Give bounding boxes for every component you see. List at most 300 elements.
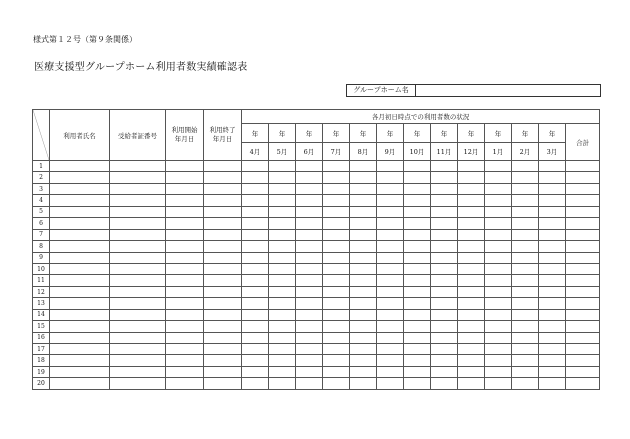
entry-cell[interactable] xyxy=(204,183,242,194)
entry-cell[interactable] xyxy=(350,378,377,389)
entry-cell[interactable] xyxy=(242,252,269,263)
entry-cell[interactable] xyxy=(350,172,377,183)
entry-cell[interactable] xyxy=(110,366,166,377)
entry-cell[interactable] xyxy=(242,241,269,252)
entry-cell[interactable] xyxy=(269,275,296,286)
entry-cell[interactable] xyxy=(323,332,350,343)
entry-cell[interactable] xyxy=(269,298,296,309)
entry-cell[interactable] xyxy=(485,161,512,172)
entry-cell[interactable] xyxy=(166,218,204,229)
entry-cell[interactable] xyxy=(323,378,350,389)
entry-cell[interactable] xyxy=(566,286,600,297)
entry-cell[interactable] xyxy=(512,229,539,240)
entry-cell[interactable] xyxy=(296,172,323,183)
entry-cell[interactable] xyxy=(512,195,539,206)
entry-cell[interactable] xyxy=(458,263,485,274)
entry-cell[interactable] xyxy=(539,252,566,263)
entry-cell[interactable] xyxy=(458,286,485,297)
entry-cell[interactable] xyxy=(269,241,296,252)
entry-cell[interactable] xyxy=(50,355,110,366)
entry-cell[interactable] xyxy=(377,332,404,343)
entry-cell[interactable] xyxy=(539,161,566,172)
entry-cell[interactable] xyxy=(458,378,485,389)
entry-cell[interactable] xyxy=(512,378,539,389)
entry-cell[interactable] xyxy=(404,309,431,320)
entry-cell[interactable] xyxy=(431,183,458,194)
entry-cell[interactable] xyxy=(539,263,566,274)
entry-cell[interactable] xyxy=(431,275,458,286)
entry-cell[interactable] xyxy=(377,263,404,274)
entry-cell[interactable] xyxy=(377,378,404,389)
entry-cell[interactable] xyxy=(539,275,566,286)
entry-cell[interactable] xyxy=(166,366,204,377)
entry-cell[interactable] xyxy=(166,298,204,309)
entry-cell[interactable] xyxy=(110,344,166,355)
entry-cell[interactable] xyxy=(204,344,242,355)
entry-cell[interactable] xyxy=(110,378,166,389)
entry-cell[interactable] xyxy=(50,263,110,274)
entry-cell[interactable] xyxy=(539,298,566,309)
entry-cell[interactable] xyxy=(566,172,600,183)
entry-cell[interactable] xyxy=(539,172,566,183)
entry-cell[interactable] xyxy=(269,286,296,297)
entry-cell[interactable] xyxy=(431,172,458,183)
entry-cell[interactable] xyxy=(485,275,512,286)
entry-cell[interactable] xyxy=(110,355,166,366)
entry-cell[interactable] xyxy=(539,378,566,389)
entry-cell[interactable] xyxy=(269,195,296,206)
entry-cell[interactable] xyxy=(377,241,404,252)
entry-cell[interactable] xyxy=(50,275,110,286)
entry-cell[interactable] xyxy=(350,344,377,355)
entry-cell[interactable] xyxy=(512,355,539,366)
entry-cell[interactable] xyxy=(269,229,296,240)
entry-cell[interactable] xyxy=(50,286,110,297)
entry-cell[interactable] xyxy=(431,309,458,320)
entry-cell[interactable] xyxy=(539,355,566,366)
entry-cell[interactable] xyxy=(458,161,485,172)
entry-cell[interactable] xyxy=(242,378,269,389)
entry-cell[interactable] xyxy=(512,252,539,263)
entry-cell[interactable] xyxy=(404,378,431,389)
entry-cell[interactable] xyxy=(485,332,512,343)
entry-cell[interactable] xyxy=(404,344,431,355)
entry-cell[interactable] xyxy=(110,263,166,274)
entry-cell[interactable] xyxy=(431,229,458,240)
entry-cell[interactable] xyxy=(242,355,269,366)
entry-cell[interactable] xyxy=(166,344,204,355)
entry-cell[interactable] xyxy=(566,252,600,263)
entry-cell[interactable] xyxy=(204,355,242,366)
entry-cell[interactable] xyxy=(296,161,323,172)
entry-cell[interactable] xyxy=(296,229,323,240)
entry-cell[interactable] xyxy=(404,298,431,309)
entry-cell[interactable] xyxy=(269,344,296,355)
entry-cell[interactable] xyxy=(458,332,485,343)
entry-cell[interactable] xyxy=(204,229,242,240)
entry-cell[interactable] xyxy=(204,161,242,172)
entry-cell[interactable] xyxy=(50,309,110,320)
entry-cell[interactable] xyxy=(431,241,458,252)
entry-cell[interactable] xyxy=(296,366,323,377)
entry-cell[interactable] xyxy=(50,206,110,217)
entry-cell[interactable] xyxy=(377,309,404,320)
entry-cell[interactable] xyxy=(512,366,539,377)
entry-cell[interactable] xyxy=(296,355,323,366)
entry-cell[interactable] xyxy=(110,321,166,332)
entry-cell[interactable] xyxy=(539,332,566,343)
entry-cell[interactable] xyxy=(458,321,485,332)
entry-cell[interactable] xyxy=(512,206,539,217)
entry-cell[interactable] xyxy=(50,172,110,183)
entry-cell[interactable] xyxy=(166,263,204,274)
entry-cell[interactable] xyxy=(296,263,323,274)
entry-cell[interactable] xyxy=(512,332,539,343)
entry-cell[interactable] xyxy=(296,309,323,320)
entry-cell[interactable] xyxy=(485,378,512,389)
entry-cell[interactable] xyxy=(350,355,377,366)
entry-cell[interactable] xyxy=(204,206,242,217)
entry-cell[interactable] xyxy=(350,309,377,320)
entry-cell[interactable] xyxy=(485,252,512,263)
entry-cell[interactable] xyxy=(166,195,204,206)
entry-cell[interactable] xyxy=(166,321,204,332)
entry-cell[interactable] xyxy=(269,263,296,274)
entry-cell[interactable] xyxy=(485,366,512,377)
group-home-name-field[interactable] xyxy=(416,85,600,96)
entry-cell[interactable] xyxy=(242,344,269,355)
entry-cell[interactable] xyxy=(458,366,485,377)
entry-cell[interactable] xyxy=(50,195,110,206)
entry-cell[interactable] xyxy=(350,286,377,297)
entry-cell[interactable] xyxy=(50,344,110,355)
entry-cell[interactable] xyxy=(204,263,242,274)
entry-cell[interactable] xyxy=(431,252,458,263)
entry-cell[interactable] xyxy=(566,195,600,206)
entry-cell[interactable] xyxy=(431,321,458,332)
entry-cell[interactable] xyxy=(377,355,404,366)
entry-cell[interactable] xyxy=(296,275,323,286)
entry-cell[interactable] xyxy=(110,275,166,286)
entry-cell[interactable] xyxy=(269,183,296,194)
entry-cell[interactable] xyxy=(566,332,600,343)
entry-cell[interactable] xyxy=(539,309,566,320)
entry-cell[interactable] xyxy=(110,161,166,172)
entry-cell[interactable] xyxy=(50,321,110,332)
entry-cell[interactable] xyxy=(323,161,350,172)
entry-cell[interactable] xyxy=(110,252,166,263)
entry-cell[interactable] xyxy=(539,286,566,297)
entry-cell[interactable] xyxy=(110,309,166,320)
entry-cell[interactable] xyxy=(296,195,323,206)
entry-cell[interactable] xyxy=(485,263,512,274)
entry-cell[interactable] xyxy=(323,309,350,320)
entry-cell[interactable] xyxy=(377,206,404,217)
entry-cell[interactable] xyxy=(242,321,269,332)
entry-cell[interactable] xyxy=(350,366,377,377)
entry-cell[interactable] xyxy=(377,229,404,240)
entry-cell[interactable] xyxy=(458,218,485,229)
entry-cell[interactable] xyxy=(323,195,350,206)
entry-cell[interactable] xyxy=(323,183,350,194)
entry-cell[interactable] xyxy=(50,298,110,309)
entry-cell[interactable] xyxy=(323,298,350,309)
entry-cell[interactable] xyxy=(269,161,296,172)
entry-cell[interactable] xyxy=(296,218,323,229)
entry-cell[interactable] xyxy=(431,332,458,343)
entry-cell[interactable] xyxy=(458,229,485,240)
entry-cell[interactable] xyxy=(485,321,512,332)
entry-cell[interactable] xyxy=(566,366,600,377)
entry-cell[interactable] xyxy=(350,161,377,172)
entry-cell[interactable] xyxy=(204,309,242,320)
entry-cell[interactable] xyxy=(512,275,539,286)
entry-cell[interactable] xyxy=(377,298,404,309)
entry-cell[interactable] xyxy=(50,183,110,194)
entry-cell[interactable] xyxy=(110,298,166,309)
entry-cell[interactable] xyxy=(431,366,458,377)
entry-cell[interactable] xyxy=(296,206,323,217)
entry-cell[interactable] xyxy=(50,218,110,229)
entry-cell[interactable] xyxy=(377,161,404,172)
entry-cell[interactable] xyxy=(485,355,512,366)
entry-cell[interactable] xyxy=(204,332,242,343)
entry-cell[interactable] xyxy=(166,355,204,366)
entry-cell[interactable] xyxy=(566,183,600,194)
entry-cell[interactable] xyxy=(404,286,431,297)
entry-cell[interactable] xyxy=(350,241,377,252)
entry-cell[interactable] xyxy=(166,378,204,389)
entry-cell[interactable] xyxy=(350,183,377,194)
entry-cell[interactable] xyxy=(539,366,566,377)
entry-cell[interactable] xyxy=(404,355,431,366)
entry-cell[interactable] xyxy=(458,206,485,217)
entry-cell[interactable] xyxy=(269,206,296,217)
entry-cell[interactable] xyxy=(323,252,350,263)
entry-cell[interactable] xyxy=(242,286,269,297)
entry-cell[interactable] xyxy=(539,241,566,252)
entry-cell[interactable] xyxy=(485,195,512,206)
entry-cell[interactable] xyxy=(458,275,485,286)
entry-cell[interactable] xyxy=(350,229,377,240)
entry-cell[interactable] xyxy=(512,172,539,183)
entry-cell[interactable] xyxy=(204,218,242,229)
entry-cell[interactable] xyxy=(485,206,512,217)
entry-cell[interactable] xyxy=(485,229,512,240)
entry-cell[interactable] xyxy=(512,218,539,229)
entry-cell[interactable] xyxy=(566,229,600,240)
entry-cell[interactable] xyxy=(110,195,166,206)
entry-cell[interactable] xyxy=(166,309,204,320)
entry-cell[interactable] xyxy=(350,195,377,206)
entry-cell[interactable] xyxy=(323,172,350,183)
entry-cell[interactable] xyxy=(485,183,512,194)
entry-cell[interactable] xyxy=(512,183,539,194)
entry-cell[interactable] xyxy=(204,275,242,286)
entry-cell[interactable] xyxy=(485,309,512,320)
entry-cell[interactable] xyxy=(539,183,566,194)
entry-cell[interactable] xyxy=(458,355,485,366)
entry-cell[interactable] xyxy=(166,241,204,252)
entry-cell[interactable] xyxy=(431,298,458,309)
entry-cell[interactable] xyxy=(566,309,600,320)
entry-cell[interactable] xyxy=(166,332,204,343)
entry-cell[interactable] xyxy=(242,309,269,320)
entry-cell[interactable] xyxy=(458,252,485,263)
entry-cell[interactable] xyxy=(512,344,539,355)
entry-cell[interactable] xyxy=(242,366,269,377)
entry-cell[interactable] xyxy=(458,344,485,355)
entry-cell[interactable] xyxy=(377,366,404,377)
entry-cell[interactable] xyxy=(431,195,458,206)
entry-cell[interactable] xyxy=(269,172,296,183)
entry-cell[interactable] xyxy=(296,241,323,252)
entry-cell[interactable] xyxy=(512,161,539,172)
entry-cell[interactable] xyxy=(269,252,296,263)
entry-cell[interactable] xyxy=(350,275,377,286)
entry-cell[interactable] xyxy=(242,195,269,206)
entry-cell[interactable] xyxy=(204,286,242,297)
entry-cell[interactable] xyxy=(404,332,431,343)
entry-cell[interactable] xyxy=(566,355,600,366)
entry-cell[interactable] xyxy=(350,252,377,263)
entry-cell[interactable] xyxy=(204,241,242,252)
entry-cell[interactable] xyxy=(110,286,166,297)
entry-cell[interactable] xyxy=(50,332,110,343)
entry-cell[interactable] xyxy=(377,344,404,355)
entry-cell[interactable] xyxy=(431,206,458,217)
entry-cell[interactable] xyxy=(458,298,485,309)
entry-cell[interactable] xyxy=(242,183,269,194)
entry-cell[interactable] xyxy=(431,161,458,172)
entry-cell[interactable] xyxy=(350,206,377,217)
entry-cell[interactable] xyxy=(166,206,204,217)
entry-cell[interactable] xyxy=(296,332,323,343)
entry-cell[interactable] xyxy=(296,183,323,194)
entry-cell[interactable] xyxy=(377,321,404,332)
entry-cell[interactable] xyxy=(50,378,110,389)
entry-cell[interactable] xyxy=(350,298,377,309)
entry-cell[interactable] xyxy=(50,161,110,172)
entry-cell[interactable] xyxy=(431,378,458,389)
entry-cell[interactable] xyxy=(110,229,166,240)
entry-cell[interactable] xyxy=(485,286,512,297)
entry-cell[interactable] xyxy=(50,252,110,263)
entry-cell[interactable] xyxy=(566,275,600,286)
entry-cell[interactable] xyxy=(350,263,377,274)
entry-cell[interactable] xyxy=(566,298,600,309)
entry-cell[interactable] xyxy=(485,218,512,229)
entry-cell[interactable] xyxy=(539,344,566,355)
entry-cell[interactable] xyxy=(377,286,404,297)
entry-cell[interactable] xyxy=(404,172,431,183)
entry-cell[interactable] xyxy=(566,161,600,172)
entry-cell[interactable] xyxy=(296,252,323,263)
entry-cell[interactable] xyxy=(377,252,404,263)
entry-cell[interactable] xyxy=(166,229,204,240)
entry-cell[interactable] xyxy=(323,321,350,332)
entry-cell[interactable] xyxy=(242,161,269,172)
entry-cell[interactable] xyxy=(323,344,350,355)
entry-cell[interactable] xyxy=(269,218,296,229)
entry-cell[interactable] xyxy=(110,183,166,194)
entry-cell[interactable] xyxy=(50,366,110,377)
entry-cell[interactable] xyxy=(404,183,431,194)
entry-cell[interactable] xyxy=(539,206,566,217)
entry-cell[interactable] xyxy=(377,275,404,286)
entry-cell[interactable] xyxy=(296,344,323,355)
entry-cell[interactable] xyxy=(242,275,269,286)
entry-cell[interactable] xyxy=(166,161,204,172)
entry-cell[interactable] xyxy=(566,344,600,355)
entry-cell[interactable] xyxy=(296,286,323,297)
entry-cell[interactable] xyxy=(539,195,566,206)
entry-cell[interactable] xyxy=(377,183,404,194)
entry-cell[interactable] xyxy=(539,229,566,240)
entry-cell[interactable] xyxy=(296,378,323,389)
entry-cell[interactable] xyxy=(485,344,512,355)
entry-cell[interactable] xyxy=(110,218,166,229)
entry-cell[interactable] xyxy=(566,218,600,229)
entry-cell[interactable] xyxy=(458,172,485,183)
entry-cell[interactable] xyxy=(242,206,269,217)
entry-cell[interactable] xyxy=(404,263,431,274)
entry-cell[interactable] xyxy=(323,355,350,366)
entry-cell[interactable] xyxy=(50,229,110,240)
entry-cell[interactable] xyxy=(204,298,242,309)
entry-cell[interactable] xyxy=(269,332,296,343)
entry-cell[interactable] xyxy=(323,241,350,252)
entry-cell[interactable] xyxy=(404,229,431,240)
entry-cell[interactable] xyxy=(323,206,350,217)
entry-cell[interactable] xyxy=(404,206,431,217)
entry-cell[interactable] xyxy=(269,309,296,320)
entry-cell[interactable] xyxy=(377,172,404,183)
entry-cell[interactable] xyxy=(377,218,404,229)
entry-cell[interactable] xyxy=(204,378,242,389)
entry-cell[interactable] xyxy=(323,263,350,274)
entry-cell[interactable] xyxy=(296,321,323,332)
entry-cell[interactable] xyxy=(269,355,296,366)
entry-cell[interactable] xyxy=(350,321,377,332)
entry-cell[interactable] xyxy=(204,195,242,206)
entry-cell[interactable] xyxy=(404,275,431,286)
entry-cell[interactable] xyxy=(166,286,204,297)
entry-cell[interactable] xyxy=(512,321,539,332)
entry-cell[interactable] xyxy=(404,161,431,172)
entry-cell[interactable] xyxy=(512,309,539,320)
entry-cell[interactable] xyxy=(350,218,377,229)
entry-cell[interactable] xyxy=(512,263,539,274)
entry-cell[interactable] xyxy=(166,183,204,194)
entry-cell[interactable] xyxy=(242,263,269,274)
entry-cell[interactable] xyxy=(458,309,485,320)
entry-cell[interactable] xyxy=(204,366,242,377)
entry-cell[interactable] xyxy=(485,298,512,309)
entry-cell[interactable] xyxy=(242,218,269,229)
entry-cell[interactable] xyxy=(350,332,377,343)
entry-cell[interactable] xyxy=(512,286,539,297)
entry-cell[interactable] xyxy=(485,172,512,183)
entry-cell[interactable] xyxy=(323,229,350,240)
entry-cell[interactable] xyxy=(269,366,296,377)
entry-cell[interactable] xyxy=(323,275,350,286)
entry-cell[interactable] xyxy=(166,275,204,286)
entry-cell[interactable] xyxy=(404,195,431,206)
entry-cell[interactable] xyxy=(404,241,431,252)
entry-cell[interactable] xyxy=(242,229,269,240)
entry-cell[interactable] xyxy=(566,241,600,252)
